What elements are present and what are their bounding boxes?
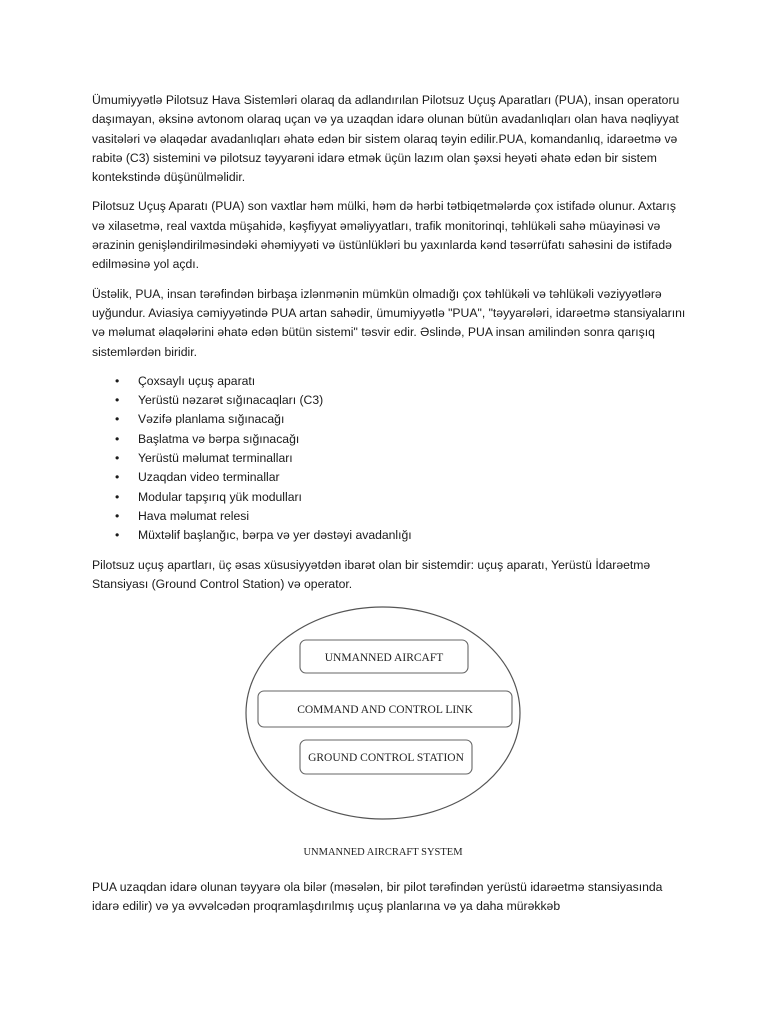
list-item: • Hava məlumat relesi — [92, 507, 690, 526]
diagram-caption: UNMANNED AIRCRAFT SYSTEM — [303, 847, 463, 858]
components-list — [92, 372, 690, 546]
paragraph-system-components: Pilotsuz uçuş apartları, üç əsas xüsusiyyətdən ibarət olan bir sistemdir: uçuş aparatı, Yerüstü İdarəetmə Stansiyası (Ground Control Station) və operator. — [92, 557, 651, 591]
bullet-icon: • — [115, 393, 120, 408]
list-item: • Yerüstü məlumat terminalları — [92, 449, 690, 468]
list-item: • Çoxsaylı uçuş aparatı — [92, 372, 690, 391]
list-item: • Uzaqdan video terminallar — [92, 468, 690, 487]
ground-control-station-label: GROUND CONTROL STATION — [308, 752, 464, 764]
bullet-icon: • — [115, 489, 120, 504]
list-item: • Yerüstü nəzarət sığınacaqları (C3) — [92, 391, 690, 410]
document-body — [92, 91, 690, 604]
paragraph-control-modes: PUA uzaqdan idarə olunan təyyarə ola bilər (məsələn, bir pilot tərəfindən yerüstü idarəetmə stansiyasında idarə edilir) və ya əvvəlcədən proqramlaşdırılmış uçuş planlarına və ya daha mürəkkəb — [92, 880, 663, 914]
list-item: • Vəzifə planlama sığınacağı — [92, 410, 690, 429]
list-item: • Modular tapşırıq yük modulları — [92, 488, 690, 507]
bullet-icon: • — [115, 451, 120, 466]
uas-diagram-svg — [243, 601, 528, 863]
paragraph-hazardous-use: Üstəlik, PUA, insan tərəfindən birbaşa izlənmənin mümkün olmadığı çox təhlükəli və təhlükəli vəziyyətlərə uyğundur. Aviasiya cəmiyyətində PUA artan sahədir, ümumiyyətlə "PUA", "təyyarələri, idarəetmə stansiyalarını və məlumat əlaqələrini əhatə edən bütün sistemi" təsvir edir. Əslində, PUA insan amilindən sonra qarışıq sistemlərdən biridir. — [92, 286, 686, 359]
bullet-icon: • — [115, 412, 120, 427]
bullet-icon: • — [115, 470, 120, 485]
command-control-link-label: COMMAND AND CONTROL LINK — [297, 704, 473, 716]
bullet-icon: • — [115, 508, 120, 523]
bullet-icon: • — [115, 373, 120, 388]
uas-diagram — [243, 601, 528, 863]
paragraph-intro: Ümumiyyətlə Pilotsuz Hava Sistemləri olaraq da adlandırılan Pilotsuz Uçuş Aparatları (PUA), insan operatoru daşımayan, əksinə avtonom olaraq uçan və ya uzaqdan idarə olunan bütün avadanlıqları olan hava nəqliyyat vasitələri və əlaqədar avadanlıqları əhatə edən bir sistem olaraq təyin edilir.PUA, komandanlıq, idarəetmə və rabitə (C3) sistemini və pilotsuz təyyarəni idarə etmək üçün lazım olan şəxsi heyəti əhatə edən bir sistem kontekstində düşünülməlidir. — [92, 93, 680, 185]
paragraph-applications: Pilotsuz Uçuş Aparatı (PUA) son vaxtlar həm mülki, həm də hərbi tətbiqetmələrdə çox istifadə olunur. Axtarış və xilasetmə, real vaxtda müşahidə, kəşfiyyat əməliyyatları, trafik monitorinqi, təhlükəli sahə müayinəsi və ərazinin genişləndirilməsindəki əhəmiyyəti və üstünlükləri bu yaxınlarda kənd təsərrüfatı sahəsini də istifadə edilməsinə yol açdı. — [92, 199, 676, 272]
bullet-icon: • — [115, 528, 120, 543]
list-item: • Başlatma və bərpa sığınacağı — [92, 430, 690, 449]
document-body-continued — [92, 878, 690, 927]
list-item: • Müxtəlif başlanğıc, bərpa və yer dəstəyi avadanlığı — [92, 526, 690, 545]
unmanned-aircraft-label: UNMANNED AIRCAFT — [324, 652, 444, 664]
bullet-icon: • — [115, 431, 120, 446]
